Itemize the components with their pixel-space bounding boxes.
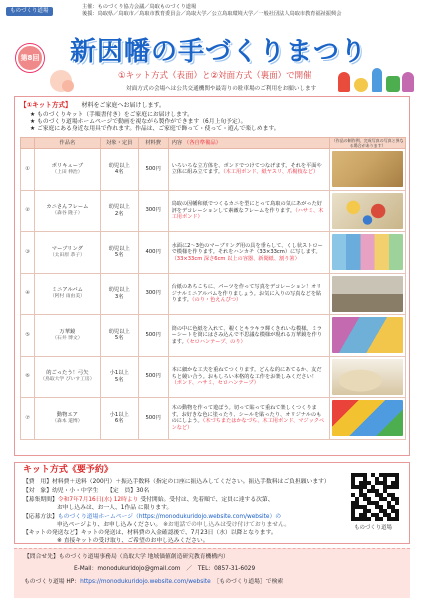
work-author: （鳥取大学 ぴいす工房） [40,377,95,383]
work-desc-cell [168,315,330,357]
work-name: 万華鏡 [59,328,76,335]
work-row [21,273,406,315]
work-photo-image [332,193,403,229]
header [0,0,424,26]
work-target: 小1以上 [109,370,129,377]
work-row [21,315,406,357]
apply-line: 【応募方法】ものづくり道場ホームページ（https://monodukuridojo.website.com/website）の [23,514,282,520]
work-fee: 300円 [138,273,168,315]
work-author: （石井 博文） [52,335,83,341]
work-row [21,149,406,191]
work-materials: （33×33cm 深さ6cm 以上の容器、新聞紙、割り箸） [171,255,300,262]
col-fee: 材料費 [138,138,168,149]
organizers-block [82,4,418,17]
work-fee: 500円 [138,356,168,398]
work-target-cell [100,190,138,232]
period-line: 【募集期間】令和7年7月16日(水) 12時より 受付開始。受付は、先着順で、定員に達する次第、 [23,497,274,503]
work-materials: （ボンド、ハサミ、セロハンテープ） [171,380,259,386]
work-photo-cell [330,149,406,191]
work-num: ⑦ [21,398,35,440]
fee-line: 【費 用】材料費＋送料（200円）＋振込手数料（指定の口座に振込みしてください。振込手数料はご負担願います） [23,479,330,485]
work-desc: 水面に2〜3色のマーブリング用の具を垂らして、くし状ストローで模様を作ります。それをハンカチ（33×33cm）に写します。 [171,242,323,255]
kit-note: ★ ものづくり道場ホームページで動画を視ながら製作ができます（6月上旬予定）。 [30,118,247,125]
work-photo-image [332,400,403,436]
work-capacity: 5名 [114,335,124,342]
work-desc-cell [168,356,330,398]
work-name: マーブリング [51,245,83,252]
work-target-cell [100,149,138,191]
work-target: 幼児以上 [108,245,130,252]
work-fee: 400円 [138,232,168,274]
col-target: 対象・定員 [100,138,138,149]
col-name: 作品名 [34,138,100,149]
work-author: （森谷 隆子） [52,211,83,217]
works-body [21,149,406,440]
transport-notice: 対面方式の会場へは公共交通機関や最寄りの駐車場のご利用をお願いします [126,86,317,92]
title-area [0,28,424,96]
work-photo-image [332,151,403,187]
work-author: （上田 伸治） [52,169,83,175]
work-target: 幼児以上 [108,287,130,294]
reserve-title: キット方式《要予約》 [23,465,113,475]
work-capacity: 4名 [114,169,124,176]
work-target: 幼児以上 [108,162,130,169]
contact-web-line: ものづくり道場 HP：https://monodukuridojo.website.com/website ［ものづくり道場］で検索 [24,579,284,585]
work-name-cell [34,273,100,315]
target-line: 【対 象】幼児・小・中学生 【定 員】30名 [23,488,150,494]
kit-section-title: 【①キット方式】 [20,101,72,109]
ship-line: 【キットの発送など】キットの発送は、材料費の入金確認後で、7月23日（水）以降となります。 [23,530,277,536]
work-fee: 500円 [138,398,168,440]
col-photo: （作品の制作例、完成写真の写真と異なる場合があります） [331,138,404,148]
work-target-cell [100,356,138,398]
work-author: （阿村 雨由美） [49,294,85,300]
deco-circle-small-icon [62,80,74,92]
work-row [21,356,406,398]
kit-intro: 材料をご家庭へお届けします。 [81,102,166,109]
ship-note: ※ 直接キットの受け取り、ご希望のお申し込みください。 [57,538,209,544]
event-title: 新因幡の手づくりまつり [70,37,368,67]
toys-illustration-icon [336,64,416,92]
work-photo-cell [330,232,406,274]
work-fee: 300円 [138,190,168,232]
work-name: ミニアルバム [51,287,83,294]
work-desc-cell [168,149,330,191]
work-target-cell [100,232,138,274]
work-capacity: 2名 [114,210,124,217]
work-author: （太田原 恭子） [49,252,85,258]
work-name-cell [34,398,100,440]
work-name-cell [34,190,100,232]
work-desc-cell [168,398,330,440]
contact-section [14,548,410,598]
work-target-cell [100,273,138,315]
work-num: ④ [21,273,35,315]
work-desc: いろいろな立方体を、ボンドでつけてつなげます。それを平面や立体に組み立てます。 [171,162,322,176]
organizers: ものづくり協力会議／鳥取ものづくり道場 [97,4,197,10]
work-desc: 筒の中に色紙を入れて、覗くとキラキラ輝くきれいな模様。ミラーシートを筒にはさみ込んで不思議な模様が現れる万華鏡を作ります。 [171,325,322,345]
work-name-cell [34,356,100,398]
contact-tel[interactable]: TEL：0857-31-6029 [197,566,256,572]
work-target: 幼児以上 [108,328,130,335]
work-row [21,190,406,232]
reserve-section [14,462,410,544]
work-name-cell [34,232,100,274]
supporters-label: 後援： [82,10,98,17]
kit-section [14,96,410,456]
work-name: 的ごったう！弓矢 [46,370,89,377]
work-desc: 鳥取の因幡和紙でつくるカニを型にとって鳥取の気にあがった好評をデコレーションして素敵なフレームを作ります。 [171,201,322,214]
apply-line-2: 申込ページより、お申し込みください。 ※お電話での申し込みは受け付けておりません。 [57,522,291,528]
work-photo-cell [330,190,406,232]
work-row [21,232,406,274]
work-photo-image [332,317,403,353]
work-capacity: 5名 [114,252,124,259]
work-capacity: 3名 [114,293,124,300]
col-num [21,138,35,149]
organizers-label: 主催： [82,4,98,10]
kit-notes [20,112,408,134]
kit-note: ★ ご家庭にある身近な用具で作れます。作品は、ご家庭で飾って・使って・遊んで楽しめます。 [30,125,280,132]
work-photo-cell [330,398,406,440]
kit-note: ★ ものづくりキット（手順書付き）をご家庭にお届けします。 [30,111,193,118]
work-num: ① [21,149,35,191]
work-desc: 本に細かな工夫を重ねてつくります。どんな的にあてるか、友だちと競い合う。おもしろい本格的な工作をお楽しみください！ [171,367,322,380]
work-target: 小1以上 [109,411,129,418]
work-photo-cell [330,356,406,398]
works-table [20,137,406,440]
qr-caption: ものづくり道場 [354,525,392,531]
work-photo-image [332,359,403,395]
event-subtitle: ①キット方式（表面）と②対面方式（裏面）で開催 [118,71,312,81]
work-photo-image [332,234,403,270]
work-photo-image [332,276,403,312]
work-materials: （セロハンテープ、のり） [186,338,246,345]
work-name-cell [34,315,100,357]
work-target-cell [100,315,138,357]
work-capacity: 6名 [114,418,124,425]
work-num: ③ [21,232,35,274]
col-desc: 内容 （各自準備品） [168,138,330,149]
work-materials: （ハサミ、木工用ボンド） [171,207,324,220]
kit-header [20,101,408,133]
work-photo-cell [330,315,406,357]
work-author: （森本 道博） [52,418,83,424]
work-materials: （のり・色えんぴつ） [191,297,242,303]
work-target: 幼児以上 [108,204,130,211]
contact-email[interactable]: E-Mail：monodukuridojo@gmail.com [74,566,181,572]
work-row [21,398,406,440]
work-materials: （木工用ボンド、紙ヤスリ、爪楊枝など） [223,169,319,176]
limit-line: お申し込みは、お一人、1作品 に限ります。 [57,505,173,511]
supporters: 鳥取県／鳥取市／鳥取市教育委員会／鳥取大学／公立鳥取環境大学／一般社団法人鳥取市教育福祉振興会 [97,10,342,17]
work-materials: （木づちまたはかなづち、木工用ボンド、マジックペンなど） [171,418,325,431]
work-desc-cell [168,232,330,274]
contact-web-link[interactable]: https://monodukuridojo.website.com/website [80,579,211,585]
work-target-cell [100,398,138,440]
work-name: 動物エア [56,411,78,418]
brand-tag: ものづくり道場 [6,7,53,16]
work-fee: 500円 [138,315,168,357]
work-desc: 台紙のあちこちに、パーツを作って写真をデコレーション！オリジナルミニアルバムを作りましょう。お気に入りの写真などを貼ります。 [171,284,322,303]
work-num: ⑥ [21,356,35,398]
work-name: カニさんフレーム [46,204,89,211]
work-name-cell [34,149,100,191]
edition-badge: 第8回 [16,44,44,72]
work-num: ⑤ [21,315,35,357]
work-name: ボリキューブ [51,162,84,169]
work-capacity: 5名 [114,376,124,383]
search-hint: ［ものづくり道場］で検索 [216,579,284,585]
work-photo-cell [330,273,406,315]
work-desc-cell [168,273,330,315]
qr-code-icon[interactable] [349,471,401,523]
contact-info-line: E-Mail：monodukuridojo@gmail.com ／ TEL：0857-31-6029 [74,566,256,572]
work-num: ② [21,190,35,232]
work-desc: 木の動物を作って遊ぼう。切って貼って重ねて楽しくつくります。お好きな色に塗ったり、シールを貼ったり、オリジナルのものにしよう。 [171,405,322,425]
contact-org-line: 【問合せ先】ものづくり道場事務局（鳥取大学 地域価値創造研究教育機構内） [24,554,229,560]
work-desc-cell [168,190,330,232]
work-fee: 500円 [138,149,168,191]
